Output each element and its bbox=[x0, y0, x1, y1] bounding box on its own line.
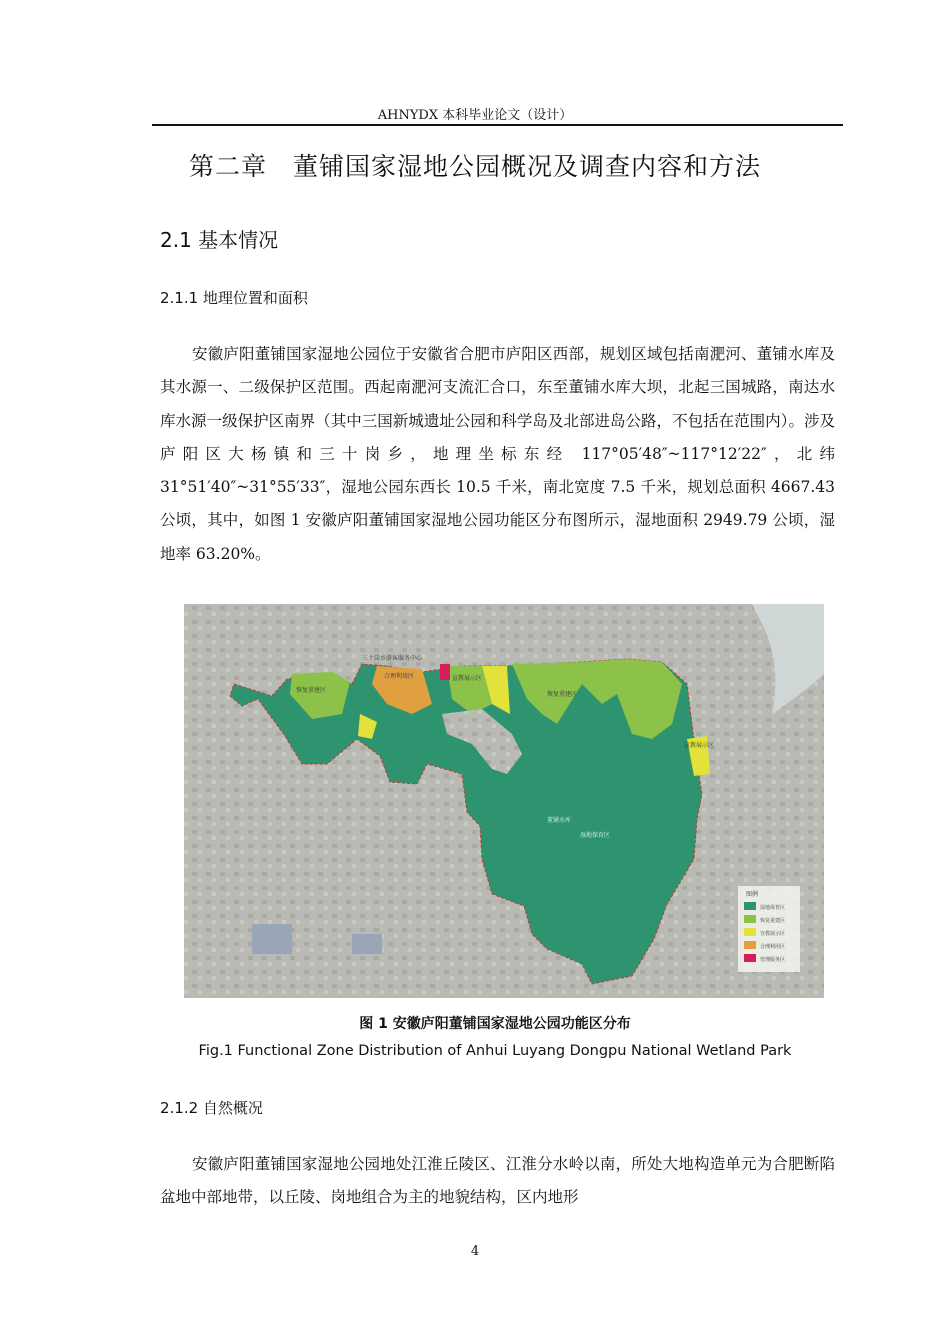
figure-caption-en: Fig.1 Functional Zone Distribution of Anhui Luyang Dongpu National Wetland Park bbox=[198, 1043, 792, 1059]
map-label-restoration-nw: 恢复重建区 bbox=[296, 687, 327, 694]
section-2-1-2-heading: 2.1.2 自然概况 bbox=[160, 1099, 263, 1117]
map-label-utilization: 合理利用区 bbox=[384, 673, 415, 680]
legend-swatch bbox=[744, 941, 756, 949]
legend-label: 宣教展示区 bbox=[760, 931, 786, 937]
map-label-reservoir: 董铺水库 bbox=[547, 817, 572, 824]
map-margin bbox=[162, 604, 184, 998]
legend-swatch bbox=[744, 928, 756, 936]
blue-roofs bbox=[252, 924, 292, 954]
legend-swatch bbox=[744, 954, 756, 962]
legend-label: 管理服务区 bbox=[760, 957, 786, 963]
map-label-visitor-center: 三十岗乡游客服务中心 bbox=[362, 655, 423, 662]
map-label-education-e: 宣教展示区 bbox=[684, 742, 715, 749]
legend-label: 湿地保育区 bbox=[760, 905, 786, 911]
legend-swatch bbox=[744, 915, 756, 923]
section-2-1-1-paragraph: 安徽庐阳董铺国家湿地公园位于安徽省合肥市庐阳区西部，规划区域包括南淝河、董铺水库及其水源一、二级保护区范围。西起南淝河支流汇合口，东至董铺水库大坝，北起三国城路，南达水库水源一级保护区南界（其中三国新城遗址公园和科学岛及北部进岛公路，不包括在范围内）。涉及庐阳区大杨镇和三十岗乡，地理坐标东经 117°05′48″~117°12′22″，北纬 31°51′40″~31°55′33″，湿地公园东西长 10.5 千米，南北宽度 7.5 千米，规划总面积 4667.43 公顷，其中，如图 1 安徽庐阳董铺国家湿地公园功能区分布图所示，湿地面积 2949.79 公顷，湿地率 63.20%。 bbox=[160, 345, 835, 563]
map-label-conservation: 湿地保育区 bbox=[580, 832, 611, 839]
figure-caption-cn: 图 1 安徽庐阳董铺国家湿地公园功能区分布 bbox=[359, 1016, 631, 1032]
legend-swatch bbox=[744, 902, 756, 910]
page-number: 4 bbox=[470, 1244, 480, 1259]
running-header: AHNYDX 本科毕业论文（设计） bbox=[377, 108, 573, 123]
blue-roofs-2 bbox=[352, 934, 382, 954]
section-2-1-2-paragraph: 安徽庐阳董铺国家湿地公园地处江淮丘陵区、江淮分水岭以南，所处大地构造单元为合肥断陷盆地中部地带，以丘陵、岗地组合为主的地貌结构，区内地形 bbox=[160, 1155, 835, 1207]
legend-label: 合理利用区 bbox=[760, 944, 786, 950]
legend-label: 恢复重建区 bbox=[760, 918, 786, 924]
map-legend bbox=[738, 886, 800, 972]
management-zone bbox=[440, 664, 450, 680]
map-label-education-n: 宣教展示区 bbox=[452, 675, 483, 682]
chapter-title: 第二章 董铺国家湿地公园概况及调查内容和方法 bbox=[188, 152, 761, 181]
map-svg bbox=[162, 604, 824, 998]
functional-zone-map bbox=[162, 604, 824, 998]
map-label-restoration-ne: 恢复重建区 bbox=[547, 691, 578, 698]
section-2-1-1-heading: 2.1.1 地理位置和面积 bbox=[160, 289, 308, 307]
section-2-1-heading: 2.1 基本情况 bbox=[160, 228, 279, 252]
legend-title: 图例 bbox=[746, 891, 759, 898]
header-rule bbox=[152, 124, 843, 126]
